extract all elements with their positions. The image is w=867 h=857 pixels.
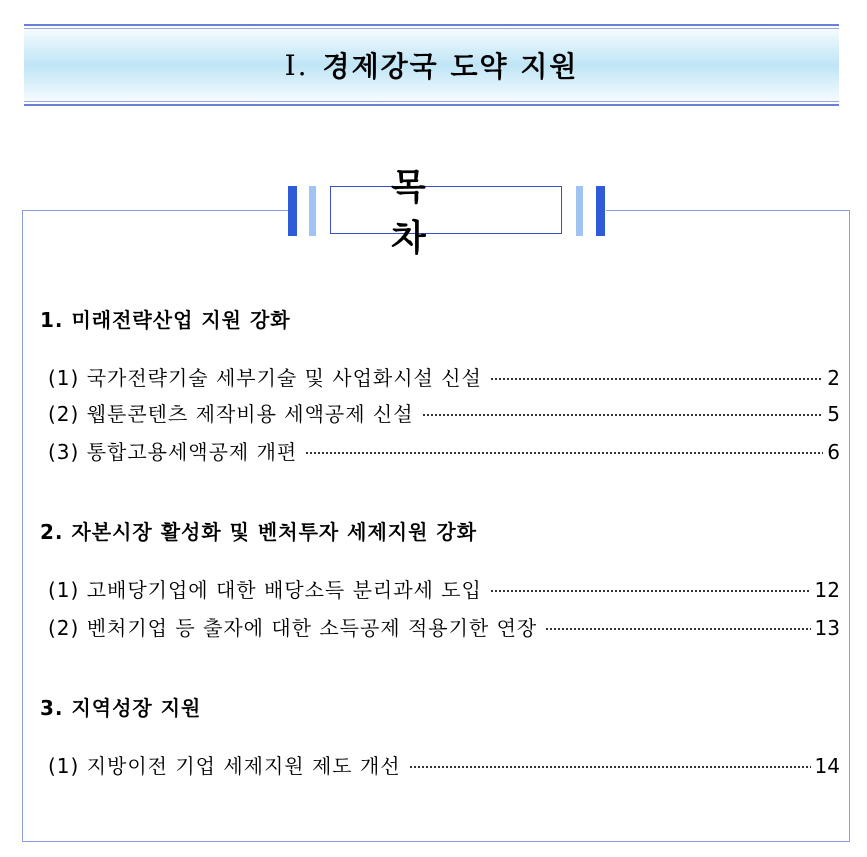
heading-bar-left-dark — [288, 186, 297, 236]
toc-entry-page: 2 — [827, 366, 840, 390]
toc-entry-label: (1) 지방이전 기업 세제지원 제도 개선 — [48, 754, 401, 778]
toc-entry[interactable] — [48, 574, 840, 604]
toc-entry-page: 6 — [827, 440, 840, 464]
toc-entry-label: (2) 웹툰콘텐츠 제작비용 세액공제 신설 — [48, 402, 414, 426]
heading-bar-right-light — [576, 186, 583, 236]
toc-entry[interactable] — [48, 398, 840, 428]
chapter-title — [24, 24, 839, 106]
toc-entry-page: 5 — [827, 402, 840, 426]
toc-heading-box: 목차 — [330, 186, 562, 234]
chapter-title-text: 경제강국 도약 지원 — [322, 50, 579, 83]
toc-leader-dots — [409, 766, 811, 768]
toc-entry[interactable] — [48, 750, 840, 780]
toc-section-2-title: 2. 자본시장 활성화 및 벤처투자 세제지원 강화 — [40, 520, 478, 544]
heading-bar-right-dark — [596, 186, 605, 236]
chapter-number: Ⅰ. — [284, 48, 309, 82]
toc-entry-page: 13 — [814, 616, 840, 640]
toc-leader-dots — [422, 414, 824, 416]
toc-heading — [288, 167, 606, 259]
toc-leader-dots — [490, 378, 823, 380]
toc-entry-page: 12 — [814, 578, 840, 602]
toc-entry-page: 14 — [814, 754, 840, 778]
toc-entry-label: (1) 고배당기업에 대한 배당소득 분리과세 도입 — [48, 578, 482, 602]
toc-section-3-title: 3. 지역성장 지원 — [40, 696, 202, 720]
toc-entry-label: (3) 통합고용세액공제 개편 — [48, 440, 298, 464]
toc-section-1-title: 1. 미래전략산업 지원 강화 — [40, 308, 291, 332]
toc-leader-dots — [545, 628, 810, 630]
toc-entry[interactable] — [48, 612, 840, 642]
chapter-banner — [24, 24, 839, 106]
toc-leader-dots — [490, 590, 811, 592]
toc-entry-label: (1) 국가전략기술 세부기술 및 사업화시설 신설 — [48, 366, 482, 390]
toc-leader-dots — [305, 452, 823, 454]
heading-bar-left-light — [309, 186, 316, 236]
toc-entry-label: (2) 벤처기업 등 출자에 대한 소득공제 적용기한 연장 — [48, 616, 538, 640]
toc-entry[interactable] — [48, 362, 840, 392]
toc-entry[interactable] — [48, 436, 840, 466]
